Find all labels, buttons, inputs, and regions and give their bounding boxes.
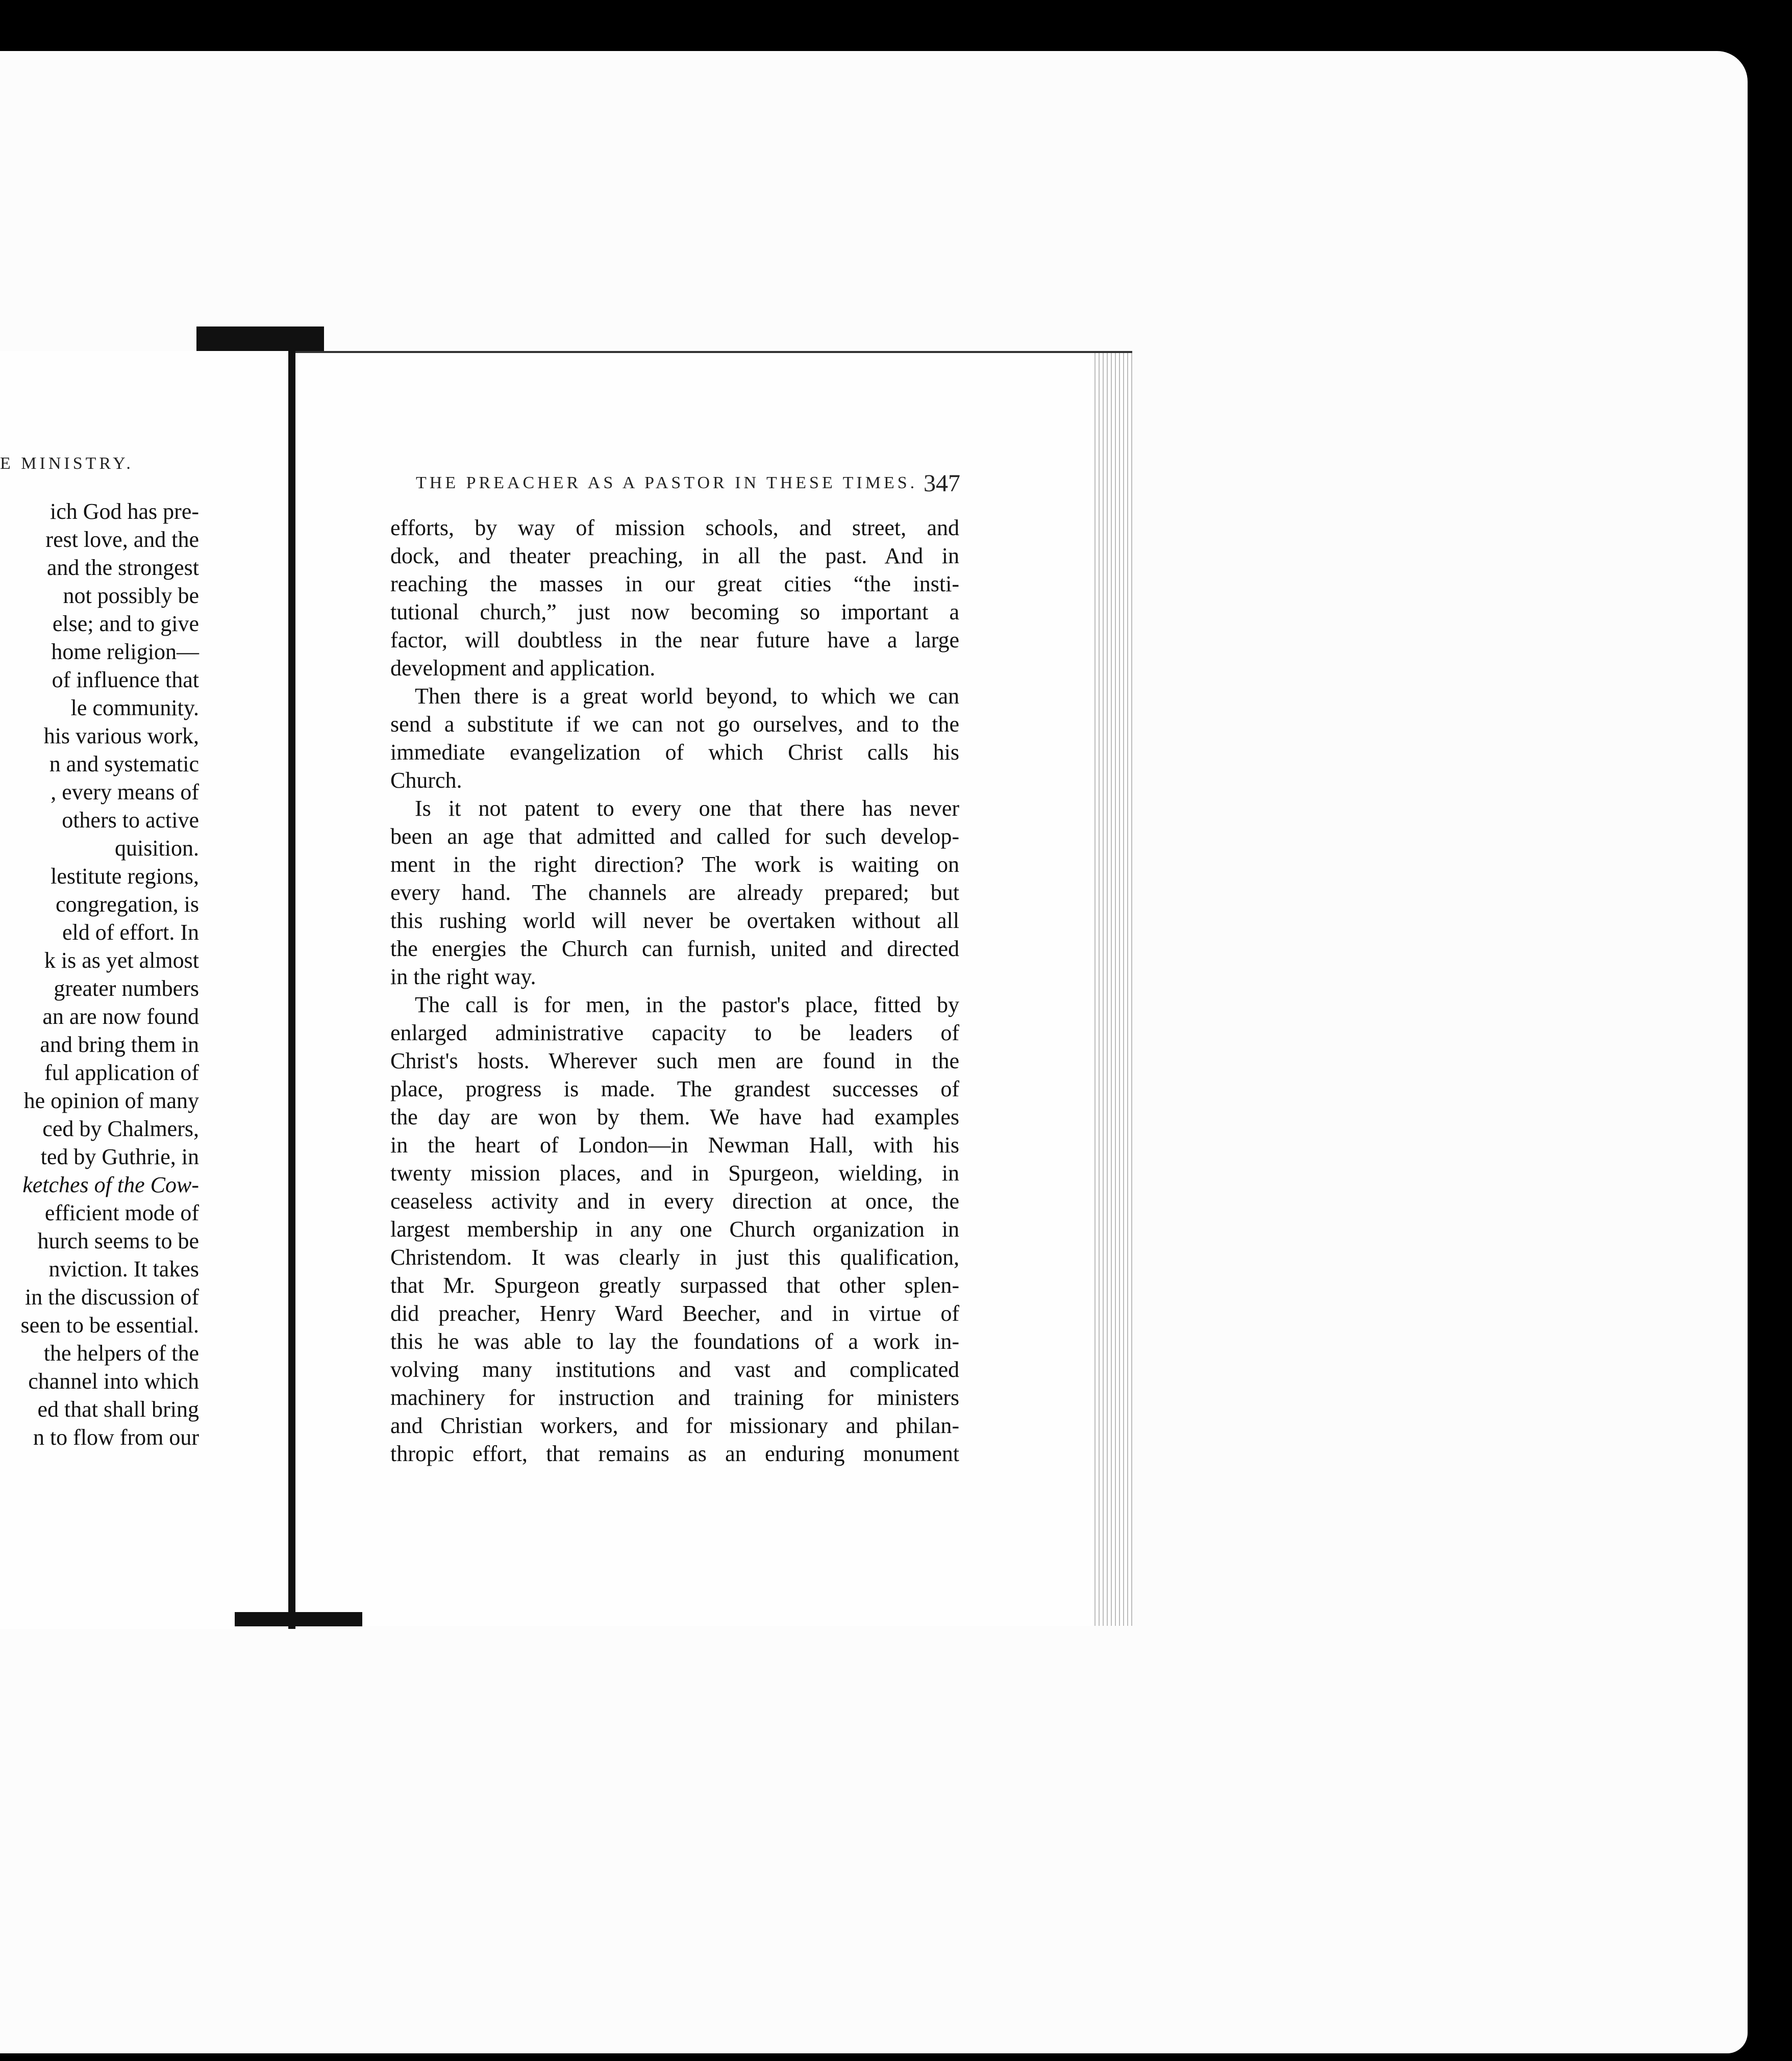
text-line: lestitute regions, — [51, 864, 199, 889]
text-line: in the discussion of — [25, 1285, 199, 1310]
binding-clip-top — [196, 326, 324, 351]
text-line: ted by Guthrie, in — [40, 1144, 199, 1169]
text-line: quisition. — [114, 836, 199, 861]
text-line: ketches of the Cow- — [22, 1172, 199, 1197]
text-line: this he was able to lay the foundations of a work in- — [390, 1329, 959, 1354]
text-line: le community. — [70, 695, 199, 720]
text-line: tutional church,” just now becoming so important a — [390, 599, 959, 624]
text-line: eld of effort. In — [62, 920, 199, 945]
text-line: immediate evangelization of which Christ calls his — [390, 740, 959, 765]
text-line: of influence that — [52, 667, 199, 692]
text-line: others to active — [62, 808, 199, 833]
text-line: factor, will doubtless in the near future have a large — [390, 627, 959, 652]
text-line: machinery for instruction and training for ministers — [390, 1385, 959, 1410]
text-line: reaching the masses in our great cities “the insti- — [390, 571, 959, 596]
text-line: channel into which — [28, 1369, 199, 1394]
text-line: n to flow from our — [33, 1425, 199, 1450]
text-line: place, progress is made. The grandest successes of — [390, 1076, 959, 1101]
left-body-text — [0, 497, 199, 1451]
text-line: enlarged administrative capacity to be leaders of — [390, 1020, 959, 1045]
text-line: seen to be essential. — [20, 1313, 199, 1338]
text-line: Then there is a great world beyond, to which we can — [415, 684, 959, 709]
text-line: efforts, by way of mission schools, and street, and — [390, 515, 959, 540]
text-line: send a substitute if we can not go ourselves, and to the — [390, 712, 959, 737]
text-line: hurch seems to be — [37, 1228, 199, 1253]
text-line: largest membership in any one Church organization in — [390, 1217, 959, 1242]
text-line: in the heart of London—in Newman Hall, with his — [390, 1133, 959, 1158]
left-running-head: E MINISTRY. — [0, 454, 134, 473]
text-line: ceaseless activity and in every direction at once, the — [390, 1189, 959, 1214]
text-line: ich God has pre- — [49, 499, 199, 524]
text-line: ment in the right direction? The work is waiting on — [390, 852, 959, 877]
text-line: congregation, is — [55, 892, 199, 917]
text-line: volving many institutions and vast and complicated — [390, 1357, 959, 1382]
text-line: k is as yet almost — [44, 948, 199, 973]
text-line: he opinion of many — [23, 1088, 199, 1113]
text-line: Christendom. It was clearly in just this qualification, — [390, 1245, 959, 1270]
page-number: 347 — [924, 470, 960, 497]
text-line: nviction. It takes — [48, 1256, 199, 1281]
text-line: dock, and theater preaching, in all the past. And in — [390, 543, 959, 568]
text-line: did preacher, Henry Ward Beecher, and in virtue of — [390, 1301, 959, 1326]
text-line: his various work, — [43, 723, 199, 748]
text-line: development and application. — [390, 656, 656, 681]
text-line: thropic effort, that remains as an enduring monument — [390, 1441, 959, 1466]
text-line: , every means of — [51, 780, 199, 805]
text-line: Is it not patent to every one that there has never — [415, 796, 959, 821]
text-line: greater numbers — [54, 976, 199, 1001]
text-line: Christ's hosts. Wherever such men are found in the — [390, 1048, 959, 1073]
text-line: ful application of — [44, 1060, 199, 1085]
right-body-text — [390, 514, 959, 1468]
binding-clip-bottom — [235, 1612, 362, 1626]
text-line: an are now found — [42, 1004, 199, 1029]
text-line: The call is for men, in the pastor's place, fitted by — [415, 992, 959, 1017]
page-edge — [1091, 351, 1132, 1626]
text-line: rest love, and the — [45, 527, 199, 552]
text-line: every hand. The channels are already prepared; but — [390, 880, 959, 905]
text-line: efficient mode of — [44, 1200, 199, 1225]
text-line: the helpers of the — [43, 1341, 199, 1366]
text-line: n and systematic — [49, 751, 199, 776]
text-line: twenty mission places, and in Spurgeon, wielding, in — [390, 1161, 959, 1186]
text-line: and the strongest — [46, 555, 199, 580]
text-line: this rushing world will never be overtaken without all — [390, 908, 959, 933]
text-line: ed that shall bring — [37, 1397, 199, 1422]
text-line: the day are won by them. We have had examples — [390, 1104, 959, 1129]
text-line: else; and to give — [52, 611, 199, 636]
text-line: not possibly be — [63, 583, 199, 608]
text-line: home religion— — [51, 639, 199, 664]
text-line: ced by Chalmers, — [42, 1116, 199, 1141]
text-line: in the right way. — [390, 964, 536, 989]
text-line: and Christian workers, and for missionary and philan- — [390, 1413, 959, 1438]
text-line: been an age that admitted and called for such develop- — [390, 824, 959, 849]
text-line: that Mr. Spurgeon greatly surpassed that other splen- — [390, 1273, 959, 1298]
text-line: and bring them in — [40, 1032, 199, 1057]
right-running-head: THE PREACHER AS A PASTOR IN THESE TIMES. — [416, 473, 918, 492]
text-line: Church. — [390, 768, 462, 793]
text-line: the energies the Church can furnish, united and directed — [390, 936, 959, 961]
